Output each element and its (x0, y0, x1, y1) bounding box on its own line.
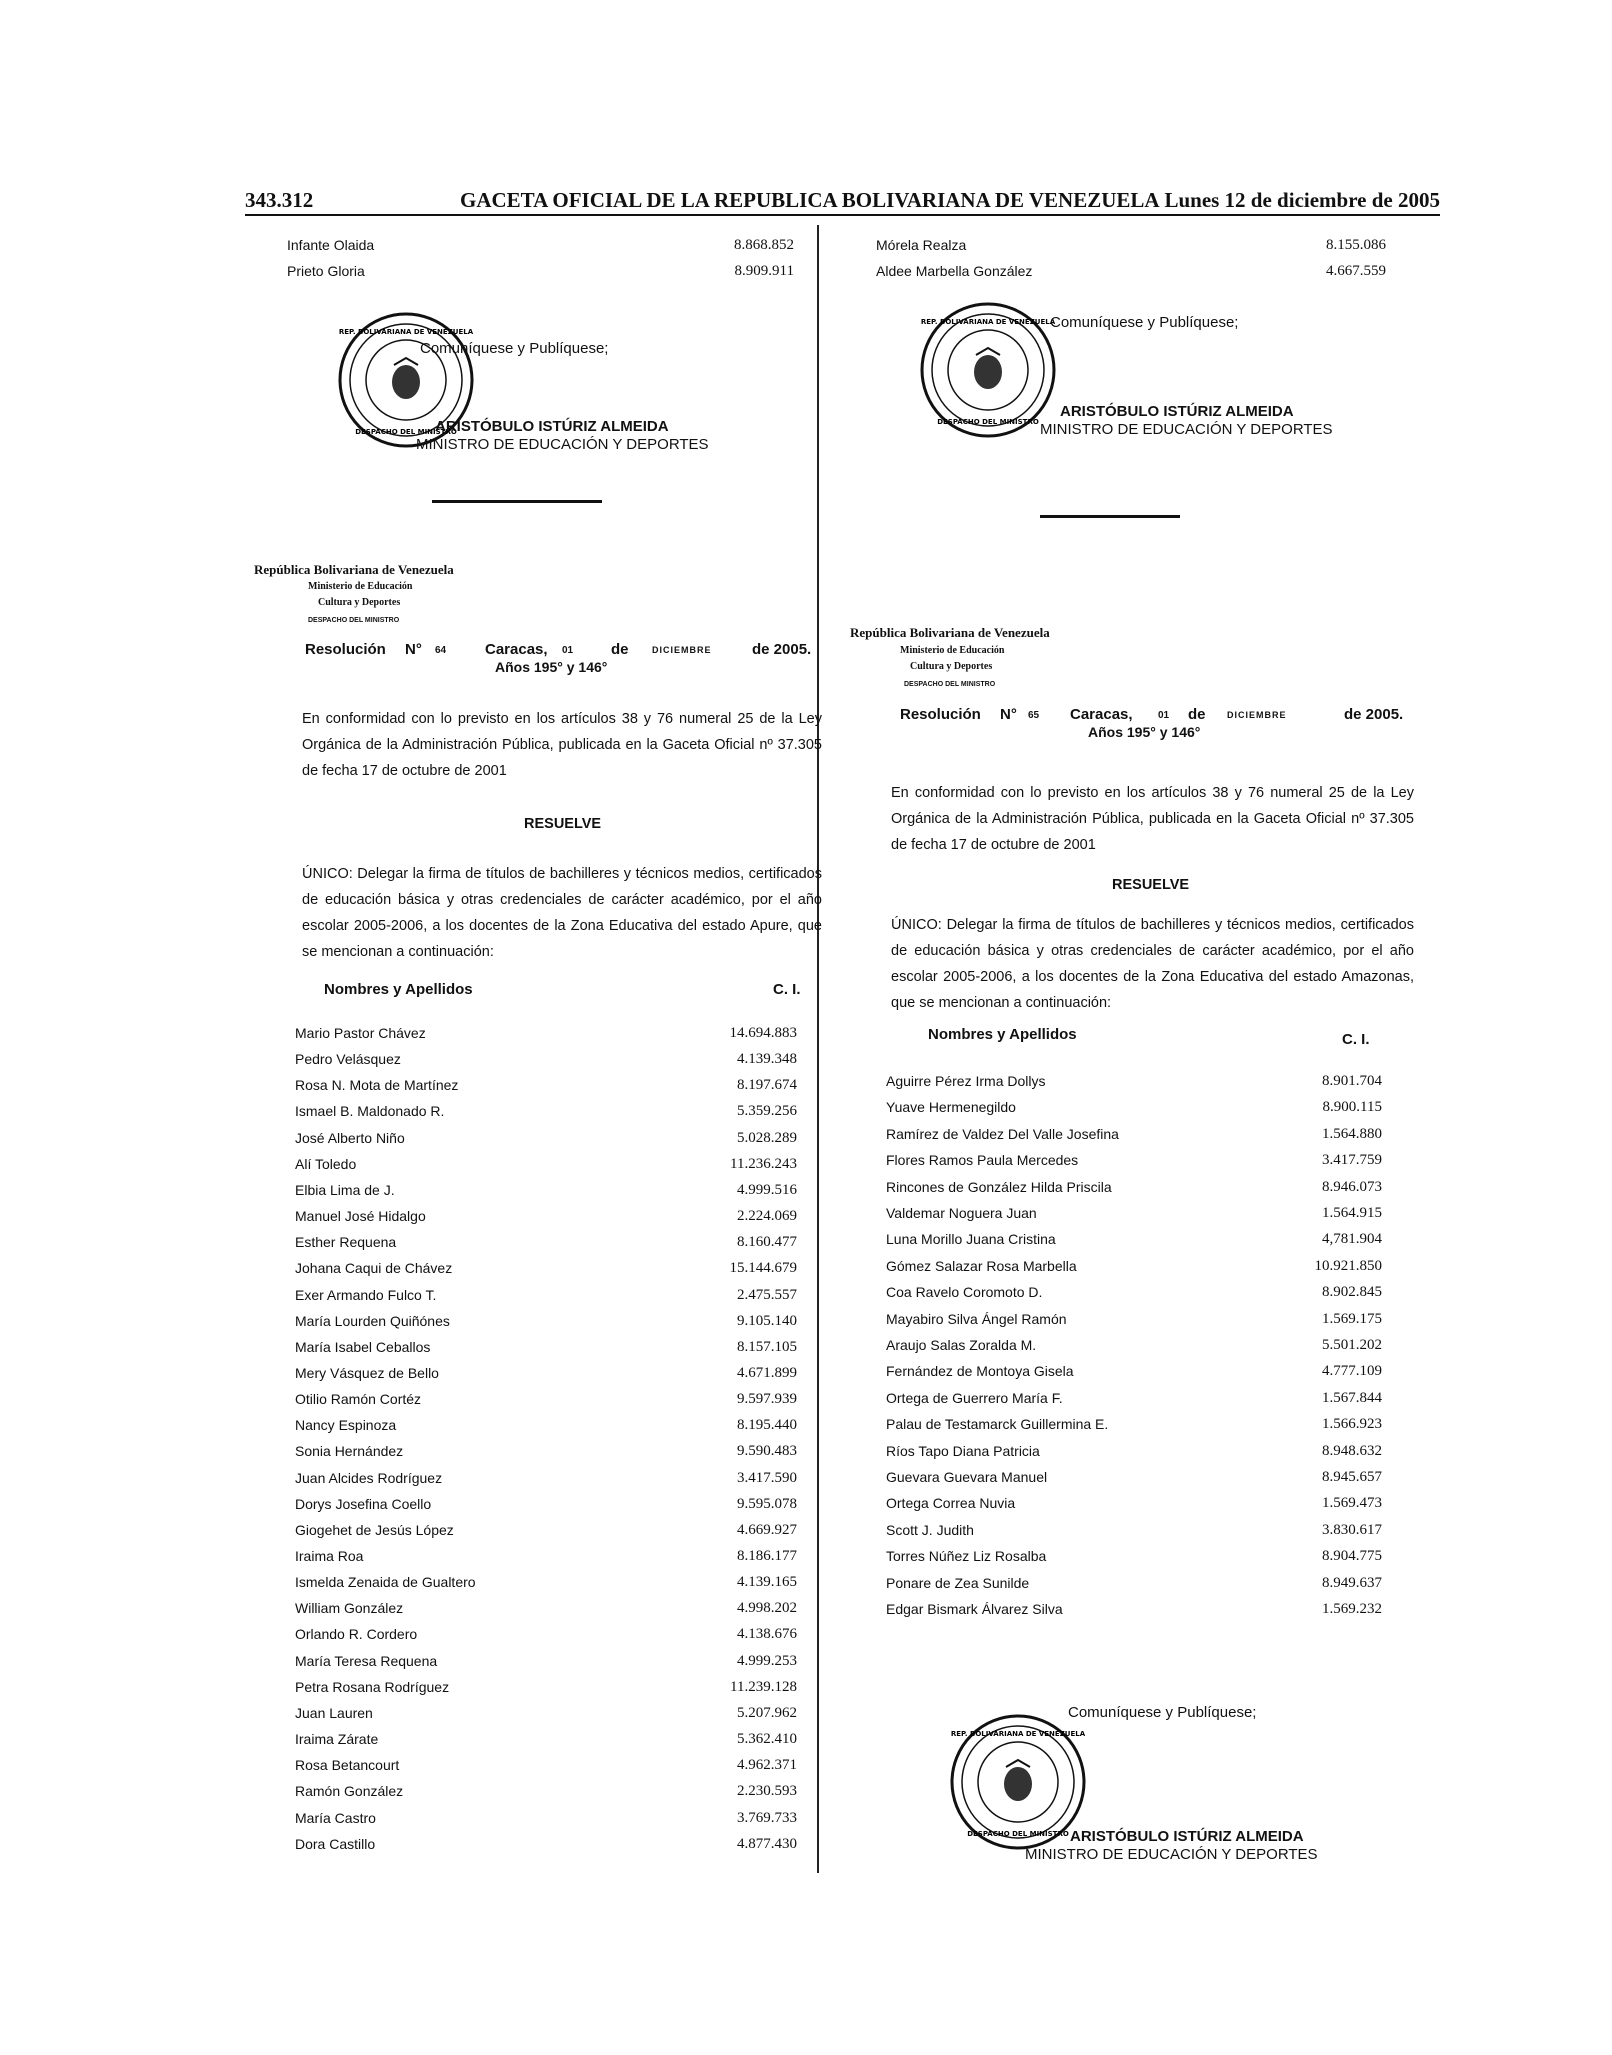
ministry-name-2: Cultura y Deportes (910, 661, 993, 672)
list-item (295, 1443, 797, 1463)
id-number: 3.417.590 (737, 1469, 797, 1486)
city: Caracas, (485, 641, 548, 658)
id-number: 14.694.883 (729, 1025, 797, 1041)
id-number: 9.590.483 (737, 1443, 797, 1460)
id-number: 8.946.073 (1322, 1178, 1382, 1195)
id-number: 8.904.775 (1322, 1548, 1382, 1565)
signatory-name: ARISTÓBULO ISTÚRIZ ALMEIDA (1060, 403, 1294, 420)
list-item (886, 1311, 1382, 1331)
id-number: 5.207.962 (737, 1704, 797, 1721)
closing-text: Comuníquese y Publíquese; (1050, 314, 1239, 331)
office-name: DESPACHO DEL MINISTRO (308, 617, 400, 624)
person-name: María Lourden Quiñónes (295, 1312, 450, 1329)
list-item (886, 1284, 1382, 1304)
list-item (295, 1130, 797, 1150)
person-name: Ramón González (295, 1783, 404, 1800)
person-name: Nancy Espinoza (295, 1417, 397, 1434)
column-header-name: Nombres y Apellidos (928, 1026, 1077, 1043)
person-name: María Isabel Ceballos (295, 1338, 431, 1355)
person-name: Johana Caqui de Chávez (295, 1260, 453, 1277)
id-number: 11.236.243 (730, 1155, 797, 1172)
id-number: 1.567.844 (1322, 1389, 1382, 1406)
person-name: Elbia Lima de J. (295, 1181, 395, 1198)
preamble: En conformidad con lo previsto en los artículos 38 y 76 numeral 25 de la Ley Orgánica de la Administración Pública, publicada en la Gaceta Oficial nº 37.305 de fecha 17 de octubre de 2001 (302, 711, 822, 779)
svg-text:DESPACHO DEL MINISTRO: DESPACHO DEL MINISTRO (967, 1830, 1069, 1838)
id-number: 2.230.593 (737, 1783, 797, 1800)
id-number: 8.155.086 (1326, 237, 1386, 253)
person-name: Exer Armando Fulco T. (295, 1286, 437, 1303)
resolution-no-label: N° (405, 641, 422, 658)
person-name: Giogehet de Jesús López (295, 1521, 454, 1538)
id-number: 8.902.845 (1322, 1284, 1382, 1301)
list-item (886, 1575, 1382, 1595)
person-name: Esther Requena (295, 1234, 397, 1251)
list-item (295, 1600, 797, 1620)
list-item (295, 1313, 797, 1333)
ministry-name-2: Cultura y Deportes (318, 597, 401, 608)
id-number: 11.239.128 (730, 1678, 797, 1695)
list-item (886, 1126, 1382, 1146)
list-item (295, 1365, 797, 1385)
list-item (886, 1073, 1382, 1093)
svg-text:REP. BOLIVARIANA DE VENEZUELA: REP. BOLIVARIANA DE VENEZUELA (920, 318, 1056, 326)
id-number: 10.921.850 (1314, 1257, 1382, 1274)
id-number: 1.569.232 (1322, 1601, 1382, 1617)
id-number: 1.569.473 (1322, 1495, 1382, 1512)
resuelve-heading: RESUELVE (524, 816, 602, 832)
id-number: 15.144.679 (729, 1260, 797, 1277)
person-name: Coa Ravelo Coromoto D. (886, 1284, 1043, 1301)
id-number: 9.595.078 (737, 1495, 797, 1512)
closing-text: Comuníquese y Publíquese; (420, 340, 609, 357)
person-name: Ortega de Guerrero María F. (886, 1389, 1063, 1406)
list-item (295, 1653, 797, 1673)
list-item (886, 1099, 1382, 1119)
ministry-seal (918, 300, 1058, 440)
person-name: Flores Ramos Paula Mercedes (886, 1152, 1079, 1169)
column-header-ci: C. I. (773, 981, 801, 998)
list-item (295, 1836, 797, 1856)
person-name: Ramírez de Valdez Del Valle Josefina (886, 1125, 1119, 1142)
list-item (295, 1391, 797, 1411)
id-number: 8.900.115 (1322, 1099, 1382, 1116)
person-name: María Castro (295, 1809, 376, 1826)
id-number: 4.962.371 (737, 1757, 797, 1774)
list-item (886, 1337, 1382, 1357)
list-item (295, 1156, 797, 1176)
list-item (886, 1231, 1382, 1251)
list-item (886, 1469, 1382, 1489)
list-item (886, 1179, 1382, 1199)
resolution-label: Resolución (305, 641, 386, 658)
issue-date: Lunes 12 de diciembre de 2005 (1164, 188, 1440, 212)
list-item (295, 1810, 797, 1830)
separator-rule (1040, 515, 1180, 518)
person-name: José Alberto Niño (295, 1129, 405, 1146)
person-name: Aguirre Pérez Irma Dollys (886, 1073, 1046, 1089)
person-name: Fernández de Montoya Gisela (886, 1363, 1074, 1380)
month: DICIEMBRE (652, 645, 712, 655)
id-number: 8.909.911 (734, 263, 794, 279)
de-label: de (611, 641, 629, 658)
id-number: 3.830.617 (1322, 1521, 1382, 1538)
person-name: Juan Lauren (295, 1704, 373, 1721)
id-number: 8.186.177 (737, 1548, 797, 1564)
person-name: María Teresa Requena (295, 1652, 438, 1669)
id-number: 8.945.657 (1322, 1469, 1382, 1485)
id-number: 8.197.674 (737, 1077, 797, 1094)
unico-paragraph: ÚNICO: Delegar la firma de títulos de bachilleres y técnicos medios, certificados de educación básica y otras credenciales de carácter académico, por el año escolar 2005-2006, a los docentes de la Zona Educativa del estado Amazonas, que se mencionan a continuación: (891, 917, 1414, 1011)
person-name: Ismael B. Maldonado R. (295, 1103, 445, 1120)
person-name: Guevara Guevara Manuel (886, 1469, 1048, 1485)
list-item (295, 1025, 797, 1045)
person-name: Rosa N. Mota de Martínez (295, 1077, 459, 1094)
person-name: Iraima Zárate (295, 1731, 379, 1748)
list-item (295, 1234, 797, 1254)
list-item (295, 1077, 797, 1097)
signatory-name: ARISTÓBULO ISTÚRIZ ALMEIDA (435, 418, 669, 435)
page-number: 343.312 (245, 188, 314, 212)
list-item (886, 1363, 1382, 1383)
person-name: Juan Alcides Rodríguez (295, 1469, 443, 1486)
id-number: 8.948.632 (1322, 1442, 1382, 1459)
list-item (295, 1783, 797, 1803)
person-name: Ismelda Zenaida de Gualtero (295, 1574, 476, 1591)
list-item (886, 1390, 1382, 1410)
person-name: Mórela Realza (876, 237, 967, 253)
person-name: Ponare de Zea Sunilde (886, 1574, 1030, 1591)
list-item (295, 1548, 797, 1568)
list-item (295, 1679, 797, 1699)
person-name: Manuel José Hidalgo (295, 1208, 426, 1225)
list-item (295, 1339, 797, 1359)
person-name: Iraima Roa (295, 1548, 364, 1564)
ministry-name: Ministerio de Educación (308, 581, 413, 592)
list-item (886, 1258, 1382, 1278)
id-number: 5.028.289 (737, 1129, 797, 1146)
list-item (295, 1260, 797, 1280)
list-item (886, 1152, 1382, 1172)
city: Caracas, (1070, 706, 1133, 723)
person-name: Alí Toledo (295, 1155, 357, 1172)
id-number: 2.224.069 (737, 1208, 797, 1225)
resolution-no-label: N° (1000, 706, 1017, 723)
person-name: Otilio Ramón Cortéz (295, 1391, 422, 1408)
seal-graphic (948, 1712, 1088, 1852)
person-name: Yuave Hermenegildo (886, 1099, 1016, 1116)
signatory-title: MINISTRO DE EDUCACIÓN Y DEPORTES (416, 436, 709, 453)
resolution-number: 64 (435, 645, 447, 656)
person-name: Palau de Testamarck Guillermina E. (886, 1416, 1109, 1433)
person-name: Mario Pastor Chávez (295, 1025, 426, 1041)
person-name: Orlando R. Cordero (295, 1626, 418, 1643)
svg-text:REP. BOLIVARIANA DE VENEZUELA: REP. BOLIVARIANA DE VENEZUELA (338, 328, 474, 336)
person-name: Sonia Hernández (295, 1443, 404, 1460)
resolution-number: 65 (1028, 710, 1040, 721)
id-number: 5.501.202 (1322, 1337, 1382, 1353)
list-item (886, 1601, 1382, 1621)
person-name: Dorys Josefina Coello (295, 1495, 432, 1512)
list-item (295, 1417, 797, 1437)
list-item (295, 1287, 797, 1307)
day: 01 (562, 645, 574, 656)
person-name: Rincones de González Hilda Priscila (886, 1178, 1112, 1195)
id-number: 8.160.477 (737, 1234, 797, 1251)
person-name: Petra Rosana Rodríguez (295, 1678, 450, 1695)
id-number: 9.105.140 (737, 1312, 797, 1329)
id-number: 1.564.880 (1322, 1125, 1382, 1142)
separator-rule (432, 500, 602, 503)
person-name: Mayabiro Silva Ángel Ramón (886, 1310, 1067, 1327)
person-name: Dora Castillo (295, 1835, 376, 1852)
signatory-name: ARISTÓBULO ISTÚRIZ ALMEIDA (1070, 1828, 1304, 1845)
resuelve-heading: RESUELVE (1112, 877, 1190, 893)
id-number: 4.999.516 (737, 1181, 797, 1198)
list-item (295, 1522, 797, 1542)
id-number: 1.569.175 (1322, 1310, 1382, 1327)
id-number: 8.949.637 (1322, 1574, 1382, 1591)
id-number: 4.139.348 (737, 1051, 797, 1068)
years-line: Años 195° y 146° (495, 659, 608, 675)
id-number: 3.417.759 (1322, 1152, 1382, 1169)
column-divider (817, 225, 819, 1873)
ministry-name: Ministerio de Educación (900, 645, 1005, 656)
year: de 2005. (752, 641, 812, 658)
person-name: Luna Morillo Juana Cristina (886, 1231, 1056, 1248)
republic-name: República Bolivariana de Venezuela (254, 562, 454, 577)
person-name: Pedro Velásquez (295, 1051, 401, 1068)
person-name: Torres Núñez Liz Rosalba (886, 1548, 1047, 1565)
list-item (295, 1182, 797, 1202)
month: DICIEMBRE (1227, 710, 1287, 720)
id-number: 8.195.440 (737, 1417, 797, 1434)
svg-text:DESPACHO DEL MINISTRO: DESPACHO DEL MINISTRO (355, 428, 457, 436)
person-name: Infante Olaida (287, 237, 375, 253)
id-number: 4.667.559 (1326, 263, 1386, 279)
day: 01 (1158, 710, 1170, 721)
list-item (295, 1757, 797, 1777)
list-item (886, 1443, 1382, 1463)
id-number: 8.157.105 (737, 1338, 797, 1355)
year: de 2005. (1344, 706, 1404, 723)
id-number: 8.868.852 (734, 237, 794, 253)
list-item (886, 1416, 1382, 1436)
list-item (886, 1522, 1382, 1542)
list-item (886, 1495, 1382, 1515)
id-number: 4.669.927 (737, 1521, 797, 1538)
list-item (295, 1626, 797, 1646)
id-number: 4.671.899 (737, 1364, 797, 1381)
id-number: 5.359.256 (737, 1103, 797, 1120)
person-name: Ortega Correa Nuvia (886, 1495, 1016, 1512)
de-label: de (1188, 706, 1206, 723)
list-item (295, 1574, 797, 1594)
signatory-title: MINISTRO DE EDUCACIÓN Y DEPORTES (1025, 1846, 1318, 1863)
years-line: Años 195° y 146° (1088, 724, 1201, 740)
id-number: 5.362.410 (737, 1731, 797, 1748)
list-item (287, 237, 794, 257)
id-number: 2.475.557 (737, 1286, 797, 1303)
person-name: Valdemar Noguera Juan (886, 1205, 1037, 1221)
ministry-seal (948, 1712, 1088, 1852)
list-item (295, 1051, 797, 1071)
list-item (295, 1470, 797, 1490)
list-item (295, 1731, 797, 1751)
signatory-title: MINISTRO DE EDUCACIÓN Y DEPORTES (1040, 421, 1333, 438)
seal-graphic (918, 300, 1058, 440)
person-name: William González (295, 1600, 404, 1617)
preamble: En conformidad con lo previsto en los artículos 38 y 76 numeral 25 de la Ley Orgánica de la Administración Pública, publicada en la Gaceta Oficial nº 37.305 de fecha 17 de octubre de 2001 (891, 785, 1414, 853)
unico-paragraph: ÚNICO: Delegar la firma de títulos de bachilleres y técnicos medios, certificados de educación básica y otras credenciales de carácter académico, por el año escolar 2005-2006, a los docentes de la Zona Educativa del estado Apure, que se mencionan a continuación: (302, 866, 822, 960)
svg-text:DESPACHO DEL MINISTRO: DESPACHO DEL MINISTRO (937, 418, 1039, 426)
gazette-title: GACETA OFICIAL DE LA REPUBLICA BOLIVARIANA DE VENEZUELA (460, 188, 1160, 212)
id-number: 4.877.430 (737, 1835, 797, 1852)
column-header-ci: C. I. (1342, 1031, 1370, 1048)
person-name: Scott J. Judith (886, 1521, 974, 1538)
id-number: 4.998.202 (737, 1600, 797, 1617)
person-name: Prieto Gloria (287, 263, 365, 279)
list-item (886, 1548, 1382, 1568)
id-number: 9.597.939 (737, 1391, 797, 1408)
list-item (876, 263, 1386, 283)
republic-name: República Bolivariana de Venezuela (850, 625, 1050, 640)
id-number: 4.138.676 (737, 1626, 797, 1643)
list-item (295, 1496, 797, 1516)
person-name: Aldee Marbella González (876, 263, 1033, 279)
id-number: 4.139.165 (737, 1574, 797, 1591)
closing-text: Comuníquese y Publíquese; (1068, 1704, 1257, 1721)
list-item (876, 237, 1386, 257)
person-name: Edgar Bismark Álvarez Silva (886, 1601, 1063, 1617)
gazette-header (245, 188, 1440, 216)
person-name: Gómez Salazar Rosa Marbella (886, 1257, 1077, 1274)
person-name: Rosa Betancourt (295, 1757, 400, 1774)
id-number: 3.769.733 (737, 1809, 797, 1826)
id-number: 4,781.904 (1322, 1231, 1382, 1248)
list-item (886, 1205, 1382, 1225)
list-item (295, 1705, 797, 1725)
person-name: Ríos Tapo Diana Patricia (886, 1442, 1040, 1459)
column-header-name: Nombres y Apellidos (324, 981, 473, 998)
office-name: DESPACHO DEL MINISTRO (904, 681, 996, 688)
person-name: Mery Vásquez de Bello (295, 1364, 439, 1381)
list-item (295, 1103, 797, 1123)
id-number: 1.564.915 (1322, 1205, 1382, 1221)
svg-text:REP. BOLIVARIANA DE VENEZUELA: REP. BOLIVARIANA DE VENEZUELA (950, 1730, 1086, 1738)
id-number: 8.901.704 (1322, 1073, 1382, 1089)
id-number: 4.999.253 (737, 1652, 797, 1669)
person-name: Araujo Salas Zoralda M. (886, 1337, 1037, 1353)
resolution-label: Resolución (900, 706, 981, 723)
id-number: 1.566.923 (1322, 1416, 1382, 1433)
list-item (287, 263, 794, 283)
list-item (295, 1208, 797, 1228)
id-number: 4.777.109 (1322, 1363, 1382, 1380)
